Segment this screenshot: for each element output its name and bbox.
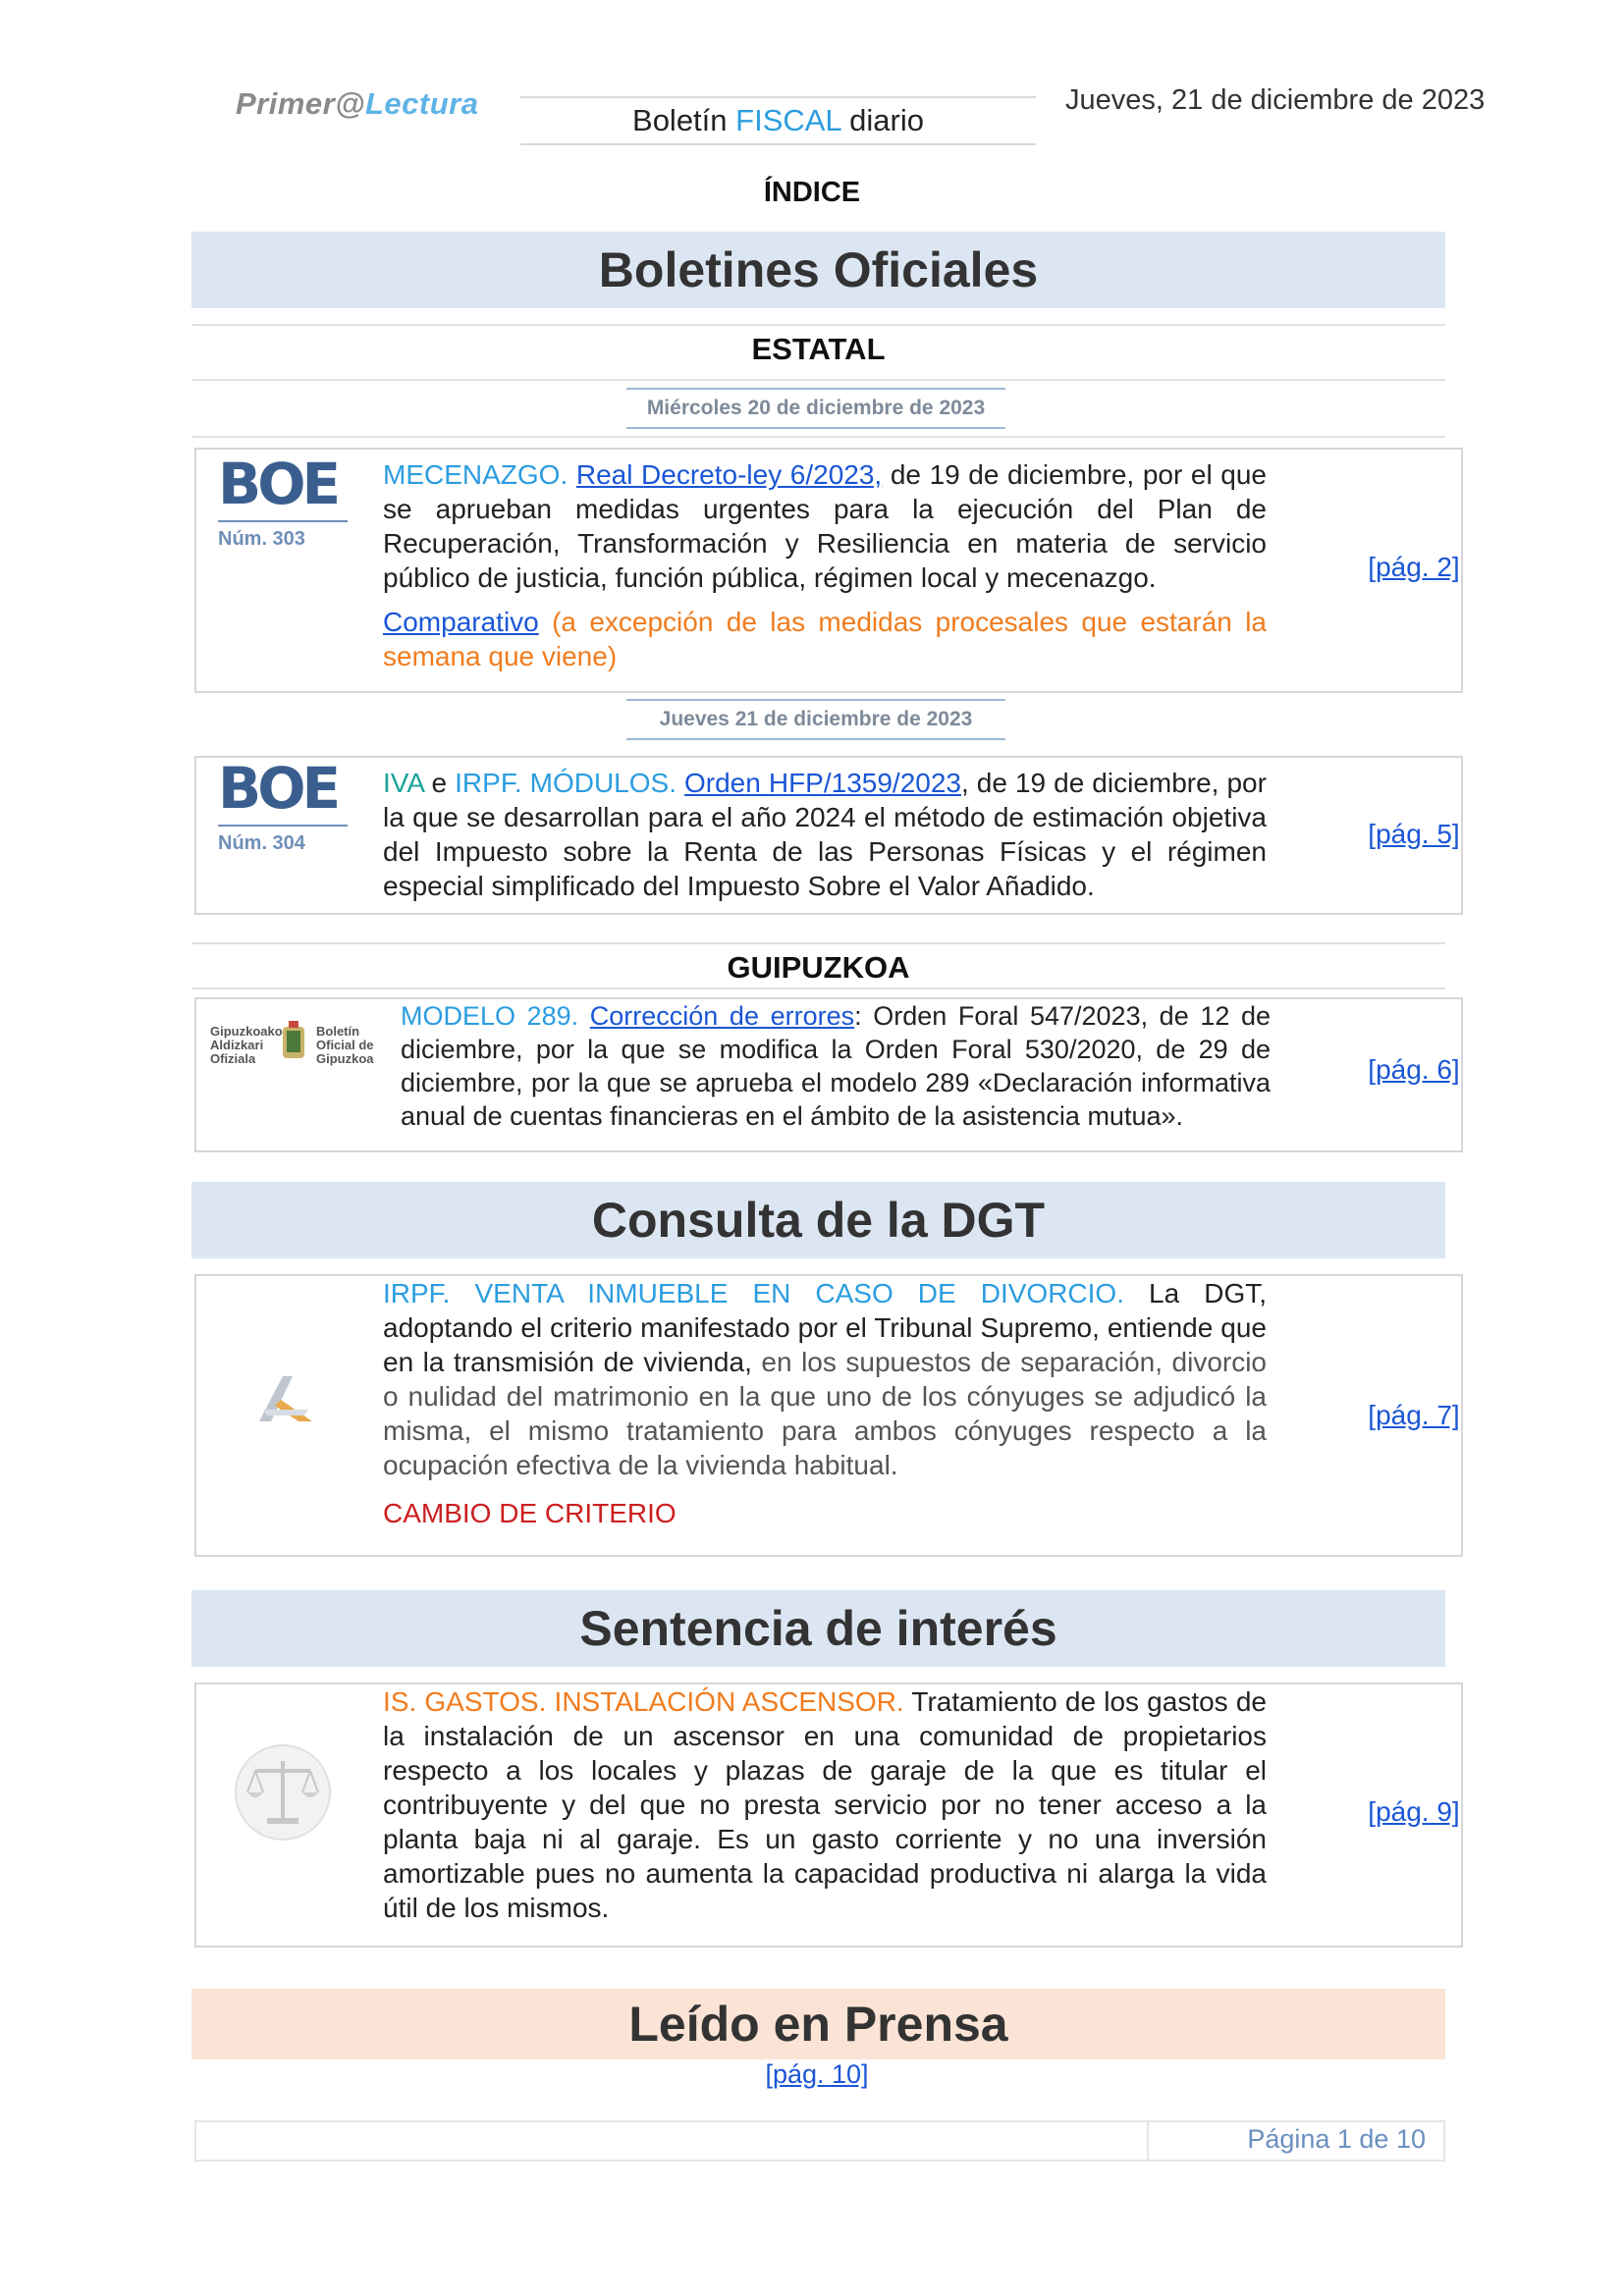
divider bbox=[191, 324, 1445, 326]
page-link[interactable]: [pág. 6] bbox=[1368, 1054, 1460, 1085]
tax-agency-icon bbox=[253, 1370, 318, 1429]
law-link[interactable]: Orden HFP/1359/2023 bbox=[684, 768, 961, 798]
entry-text bbox=[383, 1684, 1267, 1925]
correction-link[interactable]: Corrección de errores bbox=[589, 1001, 855, 1031]
entry-topic-connector: e bbox=[423, 768, 456, 798]
page-link[interactable]: [pág. 7] bbox=[1368, 1400, 1460, 1430]
page-link[interactable]: [pág. 5] bbox=[1368, 819, 1460, 849]
entry-note: (a excepción de las medidas procesales que estarán la semana que viene) bbox=[383, 607, 1267, 671]
divider bbox=[191, 988, 1445, 989]
criteria-change-flag: CAMBIO DE CRITERIO bbox=[383, 1498, 677, 1528]
region-estatal: ESTATAL bbox=[751, 332, 886, 366]
page-link[interactable]: [pág. 9] bbox=[1368, 1796, 1460, 1827]
page-footer bbox=[194, 2120, 1445, 2162]
bulletin-title-after: diario bbox=[840, 103, 924, 137]
entry-topic: IRPF. VENTA INMUEBLE EN CASO DE DIVORCIO. bbox=[383, 1278, 1124, 1308]
entry-description-cont: en los supuestos de separación, divorcio o nulidad del matrimonio en la que uno de los cónyuges se adjudicó la misma, el mismo tratamiento para ambos cónyuges respecto a la ocupación efectiva de la vivienda habitual. bbox=[383, 1347, 1268, 1480]
entry-description: La DGT, adoptando el criterio manifestado por el Tribunal Supremo, entiende que en la transmisión de vivienda, bbox=[383, 1278, 1267, 1377]
entry-card-gipuzkoa bbox=[194, 997, 1463, 1152]
footer-divider bbox=[1147, 2122, 1149, 2160]
boe-logo bbox=[218, 451, 348, 551]
entry-description: de 19 de diciembre, por el que se aprueban medidas urgentes para la ejecución del Plan de Recuperación, Transformación y Resiliencia en materia de servicio público de justicia, función pública, régimen local y mecenazgo. bbox=[383, 459, 1267, 593]
law-link[interactable]: Real Decreto-ley 6/2023, bbox=[575, 459, 883, 490]
bulletin-title-before: Boletín bbox=[632, 103, 736, 137]
entry-description: , de 19 de diciembre, por la que se desarrollan para el año 2024 el método de estimación objetiva del Impuesto sobre la Renta de las Personas Físicas y el régimen especial simplificado del Impuesto Sobre el Valor Añadido. bbox=[383, 768, 1267, 901]
entry-text bbox=[383, 457, 1267, 673]
entry-card-boe-303 bbox=[194, 448, 1463, 693]
divider bbox=[191, 436, 1445, 438]
entry-text bbox=[383, 766, 1267, 903]
entry-description: : Orden Foral 547/2023, de 12 de diciembre, por la que se modifica la Orden Foral 530/2020, de 29 de diciembre, por la que se aprueba el modelo 289 «Declaración informativa anual de cuentas financieras en el ámbito de la asistencia mutua». bbox=[401, 1001, 1271, 1131]
gipuzkoa-logo bbox=[210, 1013, 377, 1070]
index-heading: ÍNDICE bbox=[763, 177, 861, 208]
date-tab-21: Jueves 21 de diciembre de 2023 bbox=[626, 699, 1005, 740]
bulletin-title bbox=[520, 96, 1036, 145]
entry-topic: MODELO 289. bbox=[401, 1001, 590, 1031]
entry-text bbox=[401, 999, 1271, 1133]
entry-text bbox=[383, 1276, 1267, 1530]
section-leido-prensa: Leído en Prensa bbox=[191, 1989, 1445, 2059]
date-tab-20: Miércoles 20 de diciembre de 2023 bbox=[626, 388, 1005, 429]
section-boletines-oficiales: Boletines Oficiales bbox=[191, 232, 1445, 308]
page-link[interactable]: [pág. 2] bbox=[1368, 552, 1460, 582]
entry-topic: MECENAZGO. bbox=[383, 459, 576, 490]
bulletin-title-accent: FISCAL bbox=[735, 103, 841, 137]
scales-of-justice-icon bbox=[232, 1735, 334, 1853]
entry-topic-iva: IVA bbox=[383, 768, 424, 798]
gipuzkoa-logo-left: Gipuzkoako Aldizkari Ofiziala bbox=[210, 1024, 283, 1066]
brand-logo-prefix: Primer@ bbox=[236, 86, 365, 121]
entry-card-dgt bbox=[194, 1274, 1463, 1557]
boe-logo-letters: BOE bbox=[218, 451, 338, 517]
brand-logo-suffix: Lectura bbox=[364, 86, 479, 121]
divider bbox=[191, 379, 1445, 381]
comparativo-link[interactable]: Comparativo bbox=[383, 607, 539, 637]
entry-topic-irpf: IRPF. MÓDULOS. bbox=[455, 768, 684, 798]
gipuzkoa-logo-right: Boletín Oficial de Gipuzkoa bbox=[316, 1024, 374, 1066]
boe-issue-number: Núm. 304 bbox=[218, 825, 348, 855]
issue-date: Jueves, 21 de diciembre de 2023 bbox=[1065, 84, 1486, 116]
entry-description: Tratamiento de los gastos de la instalación de un ascensor en una comunidad de propietarios respecto a los locales y plazas de garaje de la que es titular el contribuyente y del que no presta servicio por no tener acceso a la planta baja ni al garaje. Es un gasto corriente y no una inversión amortizable pues no aumenta la capacidad productiva ni alarga la vida útil de los mismos. bbox=[383, 1686, 1267, 1923]
entry-card-boe-304 bbox=[194, 756, 1463, 915]
entry-card-sentencia bbox=[194, 1682, 1463, 1948]
section-consulta-dgt: Consulta de la DGT bbox=[191, 1182, 1445, 1258]
page-link[interactable]: [pág. 10] bbox=[765, 2059, 869, 2089]
boe-logo-letters: BOE bbox=[218, 755, 338, 822]
coat-of-arms-icon bbox=[279, 1021, 308, 1064]
region-guipuzkoa: GUIPUZKOA bbox=[727, 950, 910, 985]
entry-topic: IS. GASTOS. INSTALACIÓN ASCENSOR. bbox=[383, 1686, 904, 1717]
brand-logo bbox=[236, 86, 478, 122]
section-sentencia: Sentencia de interés bbox=[191, 1590, 1445, 1667]
boe-logo bbox=[218, 755, 348, 855]
boe-issue-number: Núm. 303 bbox=[218, 520, 348, 551]
page-number: Página 1 de 10 bbox=[1247, 2124, 1426, 2154]
divider bbox=[191, 942, 1445, 944]
